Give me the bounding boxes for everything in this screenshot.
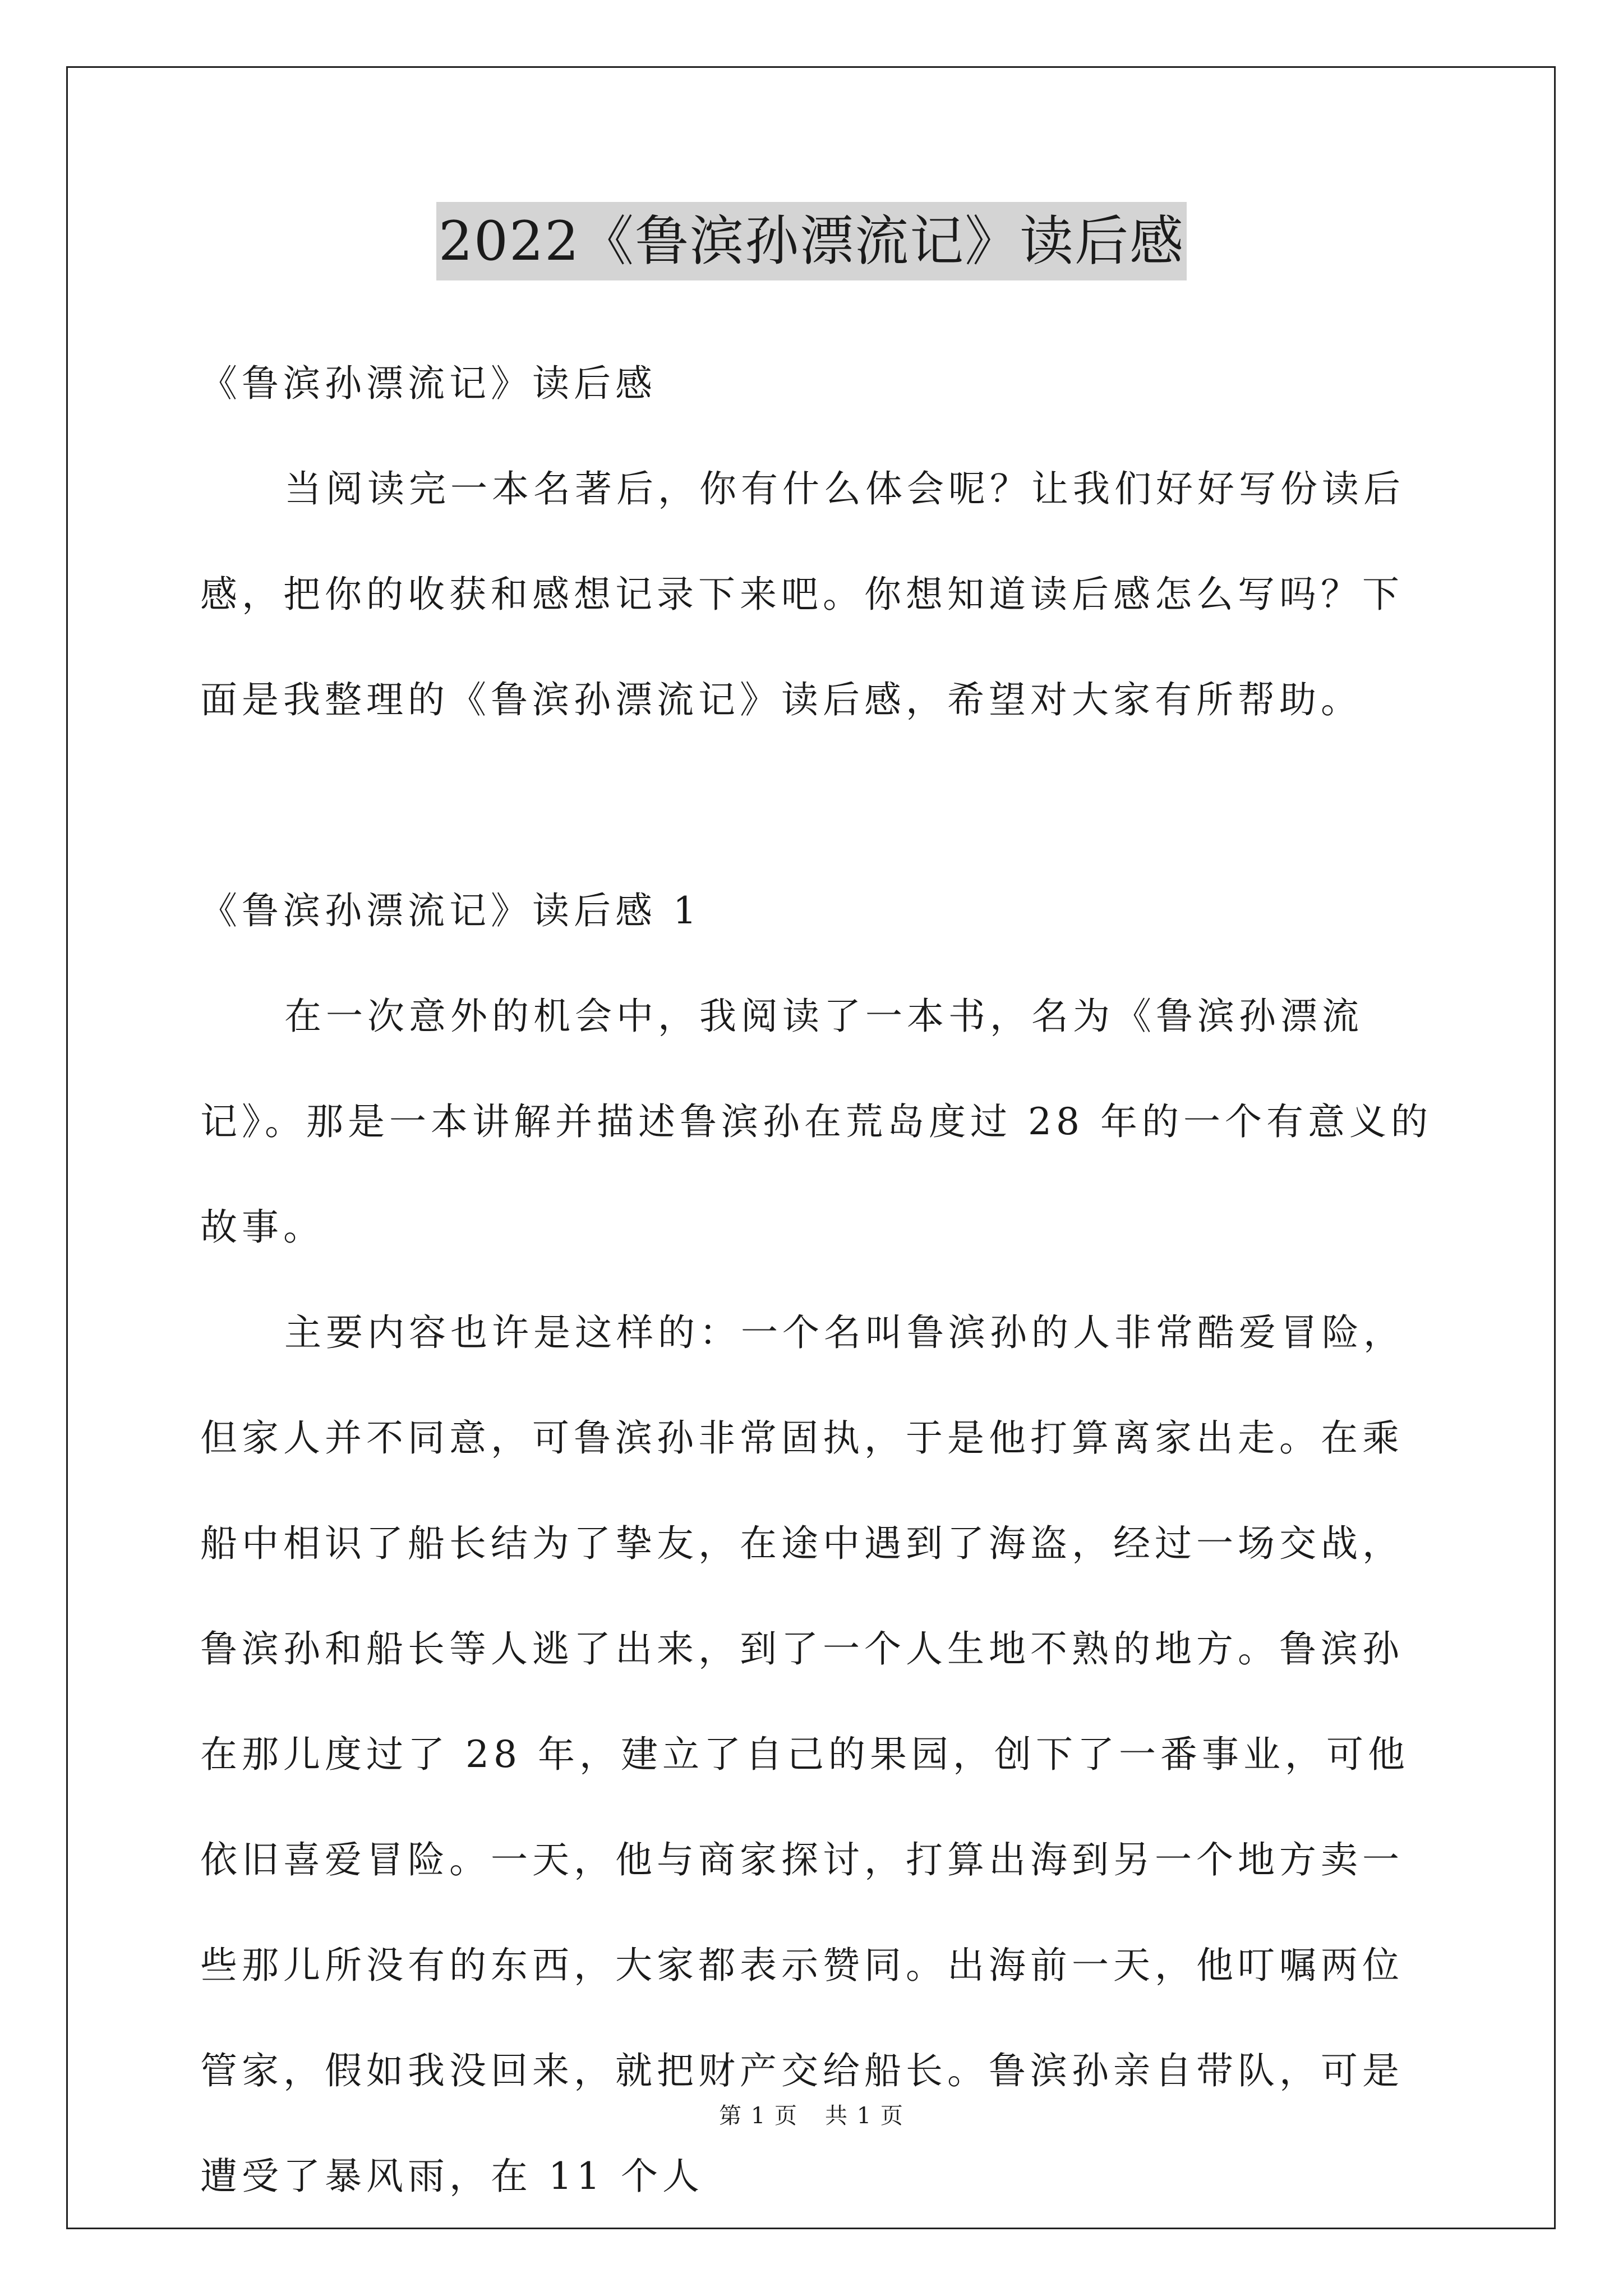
body-paragraph-2: 主要内容也许是这样的：一个名叫鲁滨孙的人非常酷爱冒险，但家人并不同意，可鲁滨孙非常固执，于是他打算离家出走。在乘船中相识了船长结为了挚友，在途中遇到了海盗，经过一场交战，鲁滨孙和船长等人逃了出来，到了一个人生地不熟的地方。鲁滨孙在那儿度过了 28 年，建立了自己的果园，创下了一番事业，可他依旧喜爱冒险。一天，他与商家探讨，打算出海到另一个地方卖一些那儿所没有的东西，大家都表示赞同。出海前一天，他叮嘱两位管家，假如我没回来，就把财产交给船长。鲁滨孙亲自带队，可是遭受了暴风雨，在 11 个人 — [200, 1311, 1409, 2198]
page-footer — [0, 2098, 1623, 2130]
page-count: 共 1 页 — [825, 2103, 904, 2129]
document-body — [200, 331, 1434, 2229]
section-heading: 《鲁滨孙漂流记》读后感 1 — [200, 889, 701, 932]
body-paragraph-1: 在一次意外的机会中，我阅读了一本书，名为《鲁滨孙漂流记》。那是一本讲解并描述鲁滨孙在荒岛度过 28 年的一个有意义的故事。 — [200, 995, 1432, 1249]
intro-paragraph: 当阅读完一本名著后，你有什么体会呢？让我们好好写份读后感，把你的收获和感想记录下来吧。你想知道读后感怎么写吗？下面是我整理的《鲁滨孙漂流记》读后感，希望对大家有所帮助。 — [200, 467, 1405, 721]
page-number: 第 1 页 — [719, 2103, 798, 2129]
paragraph-spacer — [200, 753, 1434, 858]
document-subtitle: 《鲁滨孙漂流记》读后感 — [200, 362, 657, 405]
title-container — [0, 202, 1623, 280]
document-title: 2022《鲁滨孙漂流记》读后感 — [436, 202, 1187, 280]
